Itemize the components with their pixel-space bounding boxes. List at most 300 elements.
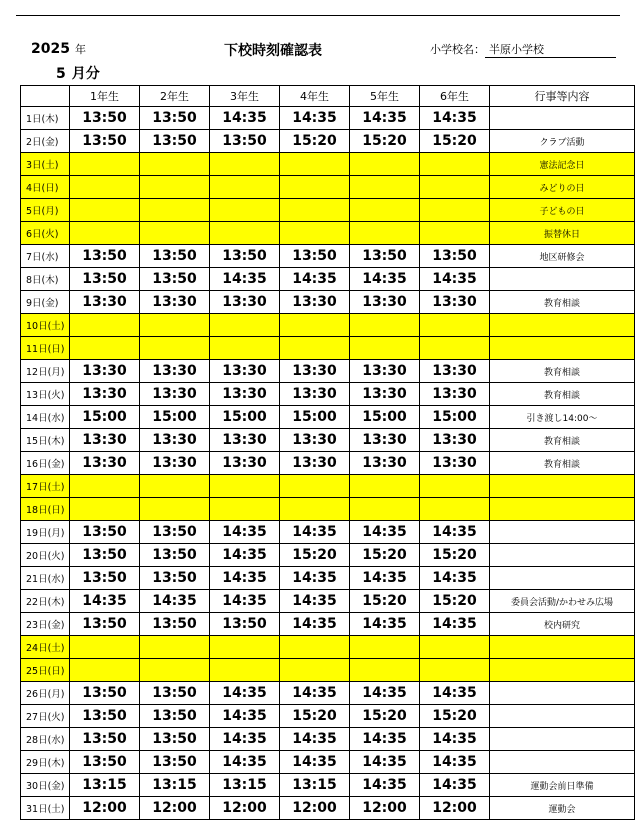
date-cell: 20日(火) xyxy=(21,544,70,567)
time-cell xyxy=(280,199,350,222)
time-cell: 14:35 xyxy=(210,544,280,567)
time-cell xyxy=(420,222,490,245)
time-cell: 15:20 xyxy=(350,544,420,567)
date-cell: 29日(木) xyxy=(21,751,70,774)
date-cell: 25日(日) xyxy=(21,659,70,682)
time-cell: 13:50 xyxy=(140,268,210,291)
date-cell: 26日(月) xyxy=(21,682,70,705)
time-cell xyxy=(70,199,140,222)
event-cell: 委員会活動/かわせみ広場 xyxy=(490,590,635,613)
event-cell xyxy=(490,544,635,567)
time-cell: 14:35 xyxy=(280,107,350,130)
time-cell: 13:50 xyxy=(70,107,140,130)
time-cell: 13:50 xyxy=(70,567,140,590)
time-cell xyxy=(140,222,210,245)
time-cell xyxy=(70,176,140,199)
table-row xyxy=(21,797,635,820)
table-row xyxy=(21,130,635,153)
table-row xyxy=(21,176,635,199)
time-cell: 13:50 xyxy=(140,613,210,636)
event-cell: クラブ活動 xyxy=(490,130,635,153)
time-cell: 13:15 xyxy=(140,774,210,797)
time-cell: 13:50 xyxy=(280,245,350,268)
time-cell: 14:35 xyxy=(280,751,350,774)
time-cell: 13:30 xyxy=(420,360,490,383)
time-cell: 13:50 xyxy=(70,613,140,636)
time-cell: 15:20 xyxy=(350,590,420,613)
time-cell: 14:35 xyxy=(210,567,280,590)
time-cell: 13:15 xyxy=(210,774,280,797)
time-cell: 15:20 xyxy=(350,705,420,728)
event-cell: 教育相談 xyxy=(490,429,635,452)
event-cell: 教育相談 xyxy=(490,452,635,475)
time-cell xyxy=(70,153,140,176)
time-cell: 13:50 xyxy=(70,245,140,268)
time-cell xyxy=(70,498,140,521)
time-cell xyxy=(210,337,280,360)
time-cell: 13:50 xyxy=(70,130,140,153)
time-cell: 13:30 xyxy=(210,452,280,475)
time-cell: 13:50 xyxy=(420,245,490,268)
time-cell: 13:30 xyxy=(210,291,280,314)
time-cell: 13:30 xyxy=(350,383,420,406)
time-cell xyxy=(280,314,350,337)
time-cell xyxy=(70,475,140,498)
table-row xyxy=(21,751,635,774)
time-cell: 13:30 xyxy=(210,383,280,406)
time-cell xyxy=(210,475,280,498)
table-row xyxy=(21,682,635,705)
time-cell: 13:50 xyxy=(70,751,140,774)
header-row xyxy=(21,86,635,107)
time-cell: 13:30 xyxy=(420,383,490,406)
table-row xyxy=(21,107,635,130)
date-cell: 21日(水) xyxy=(21,567,70,590)
event-cell: 振替休日 xyxy=(490,222,635,245)
table-row xyxy=(21,567,635,590)
date-cell: 10日(土) xyxy=(21,314,70,337)
time-cell: 12:00 xyxy=(70,797,140,820)
time-cell: 13:15 xyxy=(280,774,350,797)
date-cell: 3日(土) xyxy=(21,153,70,176)
date-cell: 8日(木) xyxy=(21,268,70,291)
event-cell: 地区研修会 xyxy=(490,245,635,268)
event-cell: 憲法記念日 xyxy=(490,153,635,176)
time-cell: 13:50 xyxy=(70,728,140,751)
time-cell: 13:30 xyxy=(420,429,490,452)
time-cell: 13:50 xyxy=(70,682,140,705)
time-cell: 12:00 xyxy=(280,797,350,820)
time-cell: 14:35 xyxy=(140,590,210,613)
month-unit: 月分 xyxy=(71,66,100,82)
date-cell: 27日(火) xyxy=(21,705,70,728)
month-label xyxy=(56,63,100,83)
date-cell: 30日(金) xyxy=(21,774,70,797)
table-row xyxy=(21,383,635,406)
time-cell: 13:30 xyxy=(140,383,210,406)
column-header: 2年生 xyxy=(140,86,210,107)
time-cell: 13:50 xyxy=(140,682,210,705)
time-cell: 13:15 xyxy=(70,774,140,797)
time-cell xyxy=(350,153,420,176)
table-row xyxy=(21,245,635,268)
time-cell: 13:30 xyxy=(350,452,420,475)
time-cell xyxy=(140,314,210,337)
schedule-table xyxy=(20,85,635,820)
time-cell: 15:00 xyxy=(420,406,490,429)
time-cell: 12:00 xyxy=(140,797,210,820)
time-cell: 14:35 xyxy=(350,567,420,590)
time-cell: 13:50 xyxy=(70,705,140,728)
time-cell: 14:35 xyxy=(350,521,420,544)
time-cell xyxy=(70,337,140,360)
time-cell xyxy=(210,314,280,337)
table-body xyxy=(21,107,635,820)
date-cell: 12日(月) xyxy=(21,360,70,383)
time-cell xyxy=(280,636,350,659)
time-cell: 13:30 xyxy=(280,360,350,383)
time-cell xyxy=(140,659,210,682)
time-cell xyxy=(280,498,350,521)
time-cell xyxy=(280,337,350,360)
time-cell: 13:30 xyxy=(350,360,420,383)
event-cell xyxy=(490,498,635,521)
time-cell: 12:00 xyxy=(420,797,490,820)
time-cell: 13:50 xyxy=(140,107,210,130)
table-row xyxy=(21,406,635,429)
time-cell xyxy=(210,498,280,521)
table-row xyxy=(21,613,635,636)
corner-cell xyxy=(21,86,70,107)
time-cell: 13:30 xyxy=(420,452,490,475)
date-cell: 2日(金) xyxy=(21,130,70,153)
event-cell xyxy=(490,337,635,360)
table-row xyxy=(21,153,635,176)
date-cell: 18日(日) xyxy=(21,498,70,521)
event-cell: 教育相談 xyxy=(490,383,635,406)
time-cell: 13:50 xyxy=(140,245,210,268)
time-cell xyxy=(210,199,280,222)
date-cell: 22日(木) xyxy=(21,590,70,613)
time-cell: 13:50 xyxy=(210,613,280,636)
time-cell: 14:35 xyxy=(210,107,280,130)
time-cell: 13:50 xyxy=(140,130,210,153)
time-cell: 13:30 xyxy=(280,452,350,475)
date-cell: 6日(火) xyxy=(21,222,70,245)
time-cell: 15:20 xyxy=(280,130,350,153)
event-cell xyxy=(490,728,635,751)
time-cell: 14:35 xyxy=(210,705,280,728)
time-cell: 14:35 xyxy=(210,728,280,751)
column-header: 1年生 xyxy=(70,86,140,107)
time-cell: 14:35 xyxy=(350,268,420,291)
time-cell xyxy=(420,659,490,682)
time-cell: 13:30 xyxy=(280,383,350,406)
time-cell: 13:30 xyxy=(350,291,420,314)
date-cell: 13日(火) xyxy=(21,383,70,406)
time-cell: 14:35 xyxy=(210,590,280,613)
date-cell: 24日(土) xyxy=(21,636,70,659)
time-cell: 15:20 xyxy=(420,544,490,567)
table-row xyxy=(21,521,635,544)
time-cell: 14:35 xyxy=(210,268,280,291)
time-cell xyxy=(140,199,210,222)
time-cell xyxy=(420,636,490,659)
event-cell xyxy=(490,659,635,682)
year-label xyxy=(31,41,86,57)
time-cell xyxy=(70,659,140,682)
time-cell xyxy=(420,176,490,199)
date-cell: 16日(金) xyxy=(21,452,70,475)
school-label: 小学校名： xyxy=(430,43,485,56)
event-cell xyxy=(490,521,635,544)
time-cell: 14:35 xyxy=(420,682,490,705)
time-cell: 14:35 xyxy=(280,728,350,751)
time-cell xyxy=(140,636,210,659)
date-cell: 14日(水) xyxy=(21,406,70,429)
time-cell xyxy=(280,176,350,199)
time-cell: 14:35 xyxy=(210,521,280,544)
time-cell xyxy=(350,337,420,360)
time-cell xyxy=(210,659,280,682)
date-cell: 31日(土) xyxy=(21,797,70,820)
time-cell xyxy=(280,153,350,176)
time-cell: 13:50 xyxy=(140,705,210,728)
date-cell: 1日(木) xyxy=(21,107,70,130)
time-cell: 13:30 xyxy=(210,429,280,452)
time-cell: 14:35 xyxy=(280,682,350,705)
table-row xyxy=(21,475,635,498)
time-cell: 13:30 xyxy=(210,360,280,383)
date-cell: 17日(土) xyxy=(21,475,70,498)
event-cell: 校内研究 xyxy=(490,613,635,636)
time-cell: 15:20 xyxy=(420,130,490,153)
time-cell: 14:35 xyxy=(70,590,140,613)
time-cell: 14:35 xyxy=(350,751,420,774)
date-cell: 11日(日) xyxy=(21,337,70,360)
time-cell: 13:50 xyxy=(140,728,210,751)
table-row xyxy=(21,314,635,337)
time-cell: 13:30 xyxy=(70,429,140,452)
event-cell: 運動会 xyxy=(490,797,635,820)
time-cell: 15:00 xyxy=(350,406,420,429)
time-cell: 13:30 xyxy=(140,429,210,452)
table-row xyxy=(21,544,635,567)
time-cell xyxy=(350,176,420,199)
table-row xyxy=(21,360,635,383)
time-cell: 14:35 xyxy=(350,613,420,636)
time-cell: 14:35 xyxy=(280,567,350,590)
time-cell xyxy=(420,314,490,337)
table-row xyxy=(21,291,635,314)
month-value: 5 xyxy=(56,66,66,82)
time-cell: 12:00 xyxy=(350,797,420,820)
table-row xyxy=(21,199,635,222)
time-cell: 14:35 xyxy=(280,613,350,636)
time-cell: 14:35 xyxy=(420,268,490,291)
event-cell xyxy=(490,475,635,498)
column-header: 6年生 xyxy=(420,86,490,107)
time-cell xyxy=(350,636,420,659)
time-cell xyxy=(210,176,280,199)
time-cell xyxy=(280,475,350,498)
time-cell: 14:35 xyxy=(420,521,490,544)
time-cell xyxy=(280,222,350,245)
table-row xyxy=(21,429,635,452)
table-row xyxy=(21,659,635,682)
time-cell: 15:20 xyxy=(420,590,490,613)
date-cell: 7日(水) xyxy=(21,245,70,268)
time-cell: 15:00 xyxy=(140,406,210,429)
time-cell xyxy=(350,659,420,682)
time-cell: 13:30 xyxy=(70,383,140,406)
time-cell: 15:20 xyxy=(280,544,350,567)
event-cell xyxy=(490,268,635,291)
time-cell: 14:35 xyxy=(280,521,350,544)
event-cell xyxy=(490,567,635,590)
event-cell: 引き渡し14:00〜 xyxy=(490,406,635,429)
table-row xyxy=(21,774,635,797)
column-header: 4年生 xyxy=(280,86,350,107)
time-cell: 13:50 xyxy=(70,521,140,544)
time-cell xyxy=(210,222,280,245)
time-cell: 14:35 xyxy=(280,590,350,613)
time-cell: 13:50 xyxy=(140,751,210,774)
time-cell xyxy=(140,153,210,176)
date-cell: 5日(月) xyxy=(21,199,70,222)
date-cell: 28日(水) xyxy=(21,728,70,751)
time-cell: 13:50 xyxy=(350,245,420,268)
table-row xyxy=(21,636,635,659)
table-row xyxy=(21,222,635,245)
event-cell xyxy=(490,705,635,728)
time-cell: 14:35 xyxy=(420,774,490,797)
time-cell: 12:00 xyxy=(210,797,280,820)
date-cell: 23日(金) xyxy=(21,613,70,636)
time-cell: 14:35 xyxy=(420,567,490,590)
time-cell xyxy=(350,498,420,521)
time-cell: 14:35 xyxy=(420,728,490,751)
time-cell xyxy=(210,153,280,176)
column-header: 3年生 xyxy=(210,86,280,107)
year-unit: 年 xyxy=(74,43,86,56)
time-cell xyxy=(140,498,210,521)
time-cell xyxy=(350,475,420,498)
time-cell: 13:30 xyxy=(280,429,350,452)
event-cell xyxy=(490,636,635,659)
event-cell: 運動会前日準備 xyxy=(490,774,635,797)
time-cell: 13:50 xyxy=(140,544,210,567)
column-header: 行事等内容 xyxy=(490,86,635,107)
time-cell: 13:50 xyxy=(210,245,280,268)
time-cell: 13:30 xyxy=(280,291,350,314)
time-cell: 13:30 xyxy=(420,291,490,314)
table-row xyxy=(21,705,635,728)
date-cell: 9日(金) xyxy=(21,291,70,314)
date-cell: 19日(月) xyxy=(21,521,70,544)
time-cell: 13:30 xyxy=(350,429,420,452)
time-cell: 15:00 xyxy=(210,406,280,429)
time-cell: 14:35 xyxy=(350,107,420,130)
event-cell xyxy=(490,751,635,774)
date-cell: 15日(木) xyxy=(21,429,70,452)
time-cell: 13:30 xyxy=(140,452,210,475)
time-cell xyxy=(420,153,490,176)
time-cell: 14:35 xyxy=(210,682,280,705)
time-cell: 13:30 xyxy=(70,291,140,314)
time-cell: 15:20 xyxy=(280,705,350,728)
event-cell xyxy=(490,682,635,705)
time-cell xyxy=(350,222,420,245)
time-cell: 13:30 xyxy=(70,360,140,383)
event-cell: 教育相談 xyxy=(490,291,635,314)
time-cell xyxy=(420,498,490,521)
time-cell xyxy=(210,636,280,659)
time-cell: 13:50 xyxy=(140,521,210,544)
table-row xyxy=(21,452,635,475)
time-cell: 13:50 xyxy=(210,130,280,153)
date-cell: 4日(日) xyxy=(21,176,70,199)
top-rule xyxy=(16,15,620,16)
time-cell: 15:20 xyxy=(350,130,420,153)
time-cell xyxy=(140,475,210,498)
time-cell: 15:00 xyxy=(280,406,350,429)
time-cell xyxy=(70,222,140,245)
time-cell: 14:35 xyxy=(420,751,490,774)
time-cell: 13:30 xyxy=(70,452,140,475)
time-cell xyxy=(70,636,140,659)
time-cell xyxy=(350,314,420,337)
time-cell: 13:50 xyxy=(140,567,210,590)
time-cell: 15:20 xyxy=(420,705,490,728)
time-cell xyxy=(140,337,210,360)
time-cell: 14:35 xyxy=(420,613,490,636)
event-cell: 子どもの日 xyxy=(490,199,635,222)
event-cell xyxy=(490,107,635,130)
column-header: 5年生 xyxy=(350,86,420,107)
time-cell xyxy=(280,659,350,682)
table-row xyxy=(21,728,635,751)
time-cell xyxy=(420,337,490,360)
time-cell: 15:00 xyxy=(70,406,140,429)
table-row xyxy=(21,498,635,521)
school-name: 半原小学校 xyxy=(485,41,616,58)
event-cell: みどりの日 xyxy=(490,176,635,199)
year-value: 2025 xyxy=(31,41,70,57)
time-cell: 14:35 xyxy=(280,268,350,291)
time-cell: 13:50 xyxy=(70,544,140,567)
time-cell: 14:35 xyxy=(350,682,420,705)
table-row xyxy=(21,268,635,291)
table-row xyxy=(21,337,635,360)
time-cell xyxy=(420,475,490,498)
time-cell: 14:35 xyxy=(350,774,420,797)
time-cell: 14:35 xyxy=(420,107,490,130)
time-cell: 13:30 xyxy=(140,360,210,383)
time-cell: 14:35 xyxy=(210,751,280,774)
table-row xyxy=(21,590,635,613)
time-cell: 13:30 xyxy=(140,291,210,314)
time-cell: 14:35 xyxy=(350,728,420,751)
time-cell: 13:50 xyxy=(70,268,140,291)
event-cell: 教育相談 xyxy=(490,360,635,383)
time-cell xyxy=(420,199,490,222)
time-cell xyxy=(350,199,420,222)
time-cell xyxy=(70,314,140,337)
school-field xyxy=(430,41,616,58)
time-cell xyxy=(140,176,210,199)
event-cell xyxy=(490,314,635,337)
